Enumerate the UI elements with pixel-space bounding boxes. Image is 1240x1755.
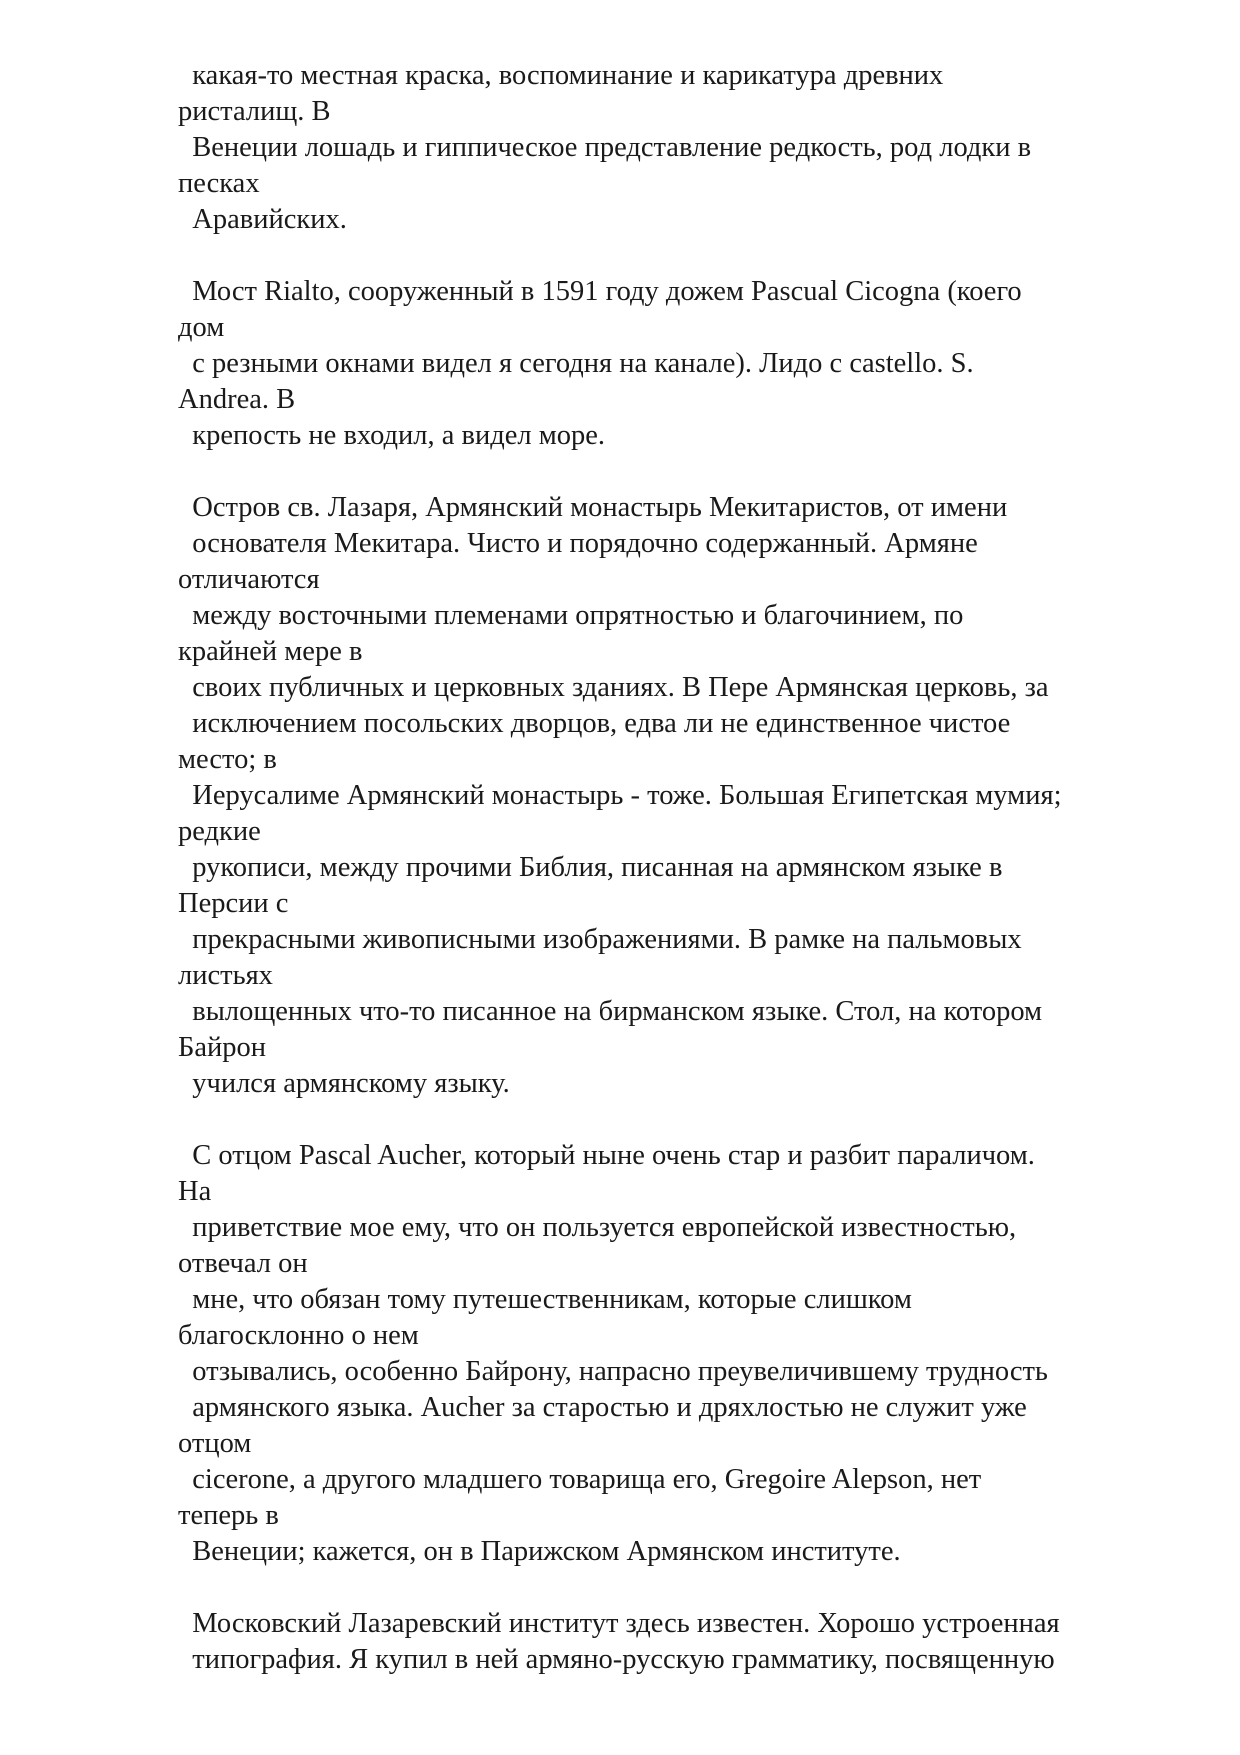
paragraph-gap bbox=[178, 454, 1198, 490]
text-line: отзывались, особенно Байрону, напрасно преувеличившему трудность bbox=[178, 1356, 1048, 1387]
text-line: мне, что обязан тому путешественникам, которые слишком bbox=[178, 1284, 912, 1315]
text-line: Иерусалиме Армянский монастырь - тоже. Большая Египетская мумия; bbox=[178, 780, 1062, 811]
text-line: между восточными племенами опрятностью и благочинием, по bbox=[178, 600, 964, 631]
text-line: редкие bbox=[178, 816, 261, 847]
text-line: cicerone, а другого младшего товарища его, Gregoire Alepson, нет bbox=[178, 1464, 982, 1495]
text-line: благосклонно о нем bbox=[178, 1320, 419, 1351]
text-line: Московский Лазаревский институт здесь известен. Хорошо устроенная bbox=[178, 1608, 1060, 1639]
text-line: отличаются bbox=[178, 564, 320, 595]
text-line: вылощенных что-то писанное на бирманском языке. Стол, на котором bbox=[178, 996, 1043, 1027]
text-line: с резными окнами видел я сегодня на канале). Лидо с castello. S. bbox=[178, 348, 974, 379]
text-line: Байрон bbox=[178, 1032, 267, 1063]
text-line: исключением посольских дворцов, едва ли не единственное чистое bbox=[178, 708, 1011, 739]
text-line: Аравийских. bbox=[178, 204, 347, 235]
text-line: ристалищ. В bbox=[178, 96, 331, 127]
text-line: дом bbox=[178, 312, 225, 343]
text-line: отвечал он bbox=[178, 1248, 308, 1279]
text-line: С отцом Pascal Aucher, который ныне очень стар и разбит параличом. bbox=[178, 1140, 1035, 1171]
document-text bbox=[178, 58, 1198, 1678]
paragraph-gap bbox=[178, 1570, 1198, 1606]
text-line: учился армянскому языку. bbox=[178, 1068, 510, 1099]
paragraph bbox=[178, 1138, 1198, 1570]
text-line: рукописи, между прочими Библия, писанная на армянском языке в bbox=[178, 852, 1003, 883]
paragraph bbox=[178, 1606, 1198, 1678]
text-line: Персии с bbox=[178, 888, 289, 919]
paragraph bbox=[178, 274, 1198, 454]
text-line: песках bbox=[178, 168, 260, 199]
paragraph bbox=[178, 58, 1198, 238]
text-line: крайней мере в bbox=[178, 636, 363, 667]
text-line: прекрасными живописными изображениями. В рамке на пальмовых bbox=[178, 924, 1022, 955]
text-line: На bbox=[178, 1176, 212, 1207]
text-line: листьях bbox=[178, 960, 273, 991]
text-line: крепость не входил, а видел море. bbox=[178, 420, 606, 451]
text-line: своих публичных и церковных зданиях. В Пере Армянская церковь, за bbox=[178, 672, 1049, 703]
text-line: Венеции; кажется, он в Парижском Армянском институте. bbox=[178, 1536, 901, 1567]
text-line: место; в bbox=[178, 744, 277, 775]
text-line: Andrea. В bbox=[178, 384, 296, 415]
paragraph-gap bbox=[178, 238, 1198, 274]
text-line: основателя Мекитара. Чисто и порядочно содержанный. Армяне bbox=[178, 528, 978, 559]
text-line: приветствие мое ему, что он пользуется европейской известностью, bbox=[178, 1212, 1017, 1243]
text-line: теперь в bbox=[178, 1500, 279, 1531]
text-line: Венеции лошадь и гиппическое представление редкость, род лодки в bbox=[178, 132, 1032, 163]
text-line: Остров св. Лазаря, Армянский монастырь Мекитаристов, от имени bbox=[178, 492, 1008, 523]
text-line: армянского языка. Aucher за старостью и дряхлостью не служит уже bbox=[178, 1392, 1027, 1423]
text-line: какая-то местная краска, воспоминание и карикатура древних bbox=[178, 60, 944, 91]
text-line: Мост Rialto, сооруженный в 1591 году дожем Pascual Cicogna (коего bbox=[178, 276, 1022, 307]
paragraph bbox=[178, 490, 1198, 1102]
text-line: типография. Я купил в ней армяно-русскую грамматику, посвященную bbox=[178, 1644, 1055, 1675]
text-line: отцом bbox=[178, 1428, 252, 1459]
paragraph-gap bbox=[178, 1102, 1198, 1138]
